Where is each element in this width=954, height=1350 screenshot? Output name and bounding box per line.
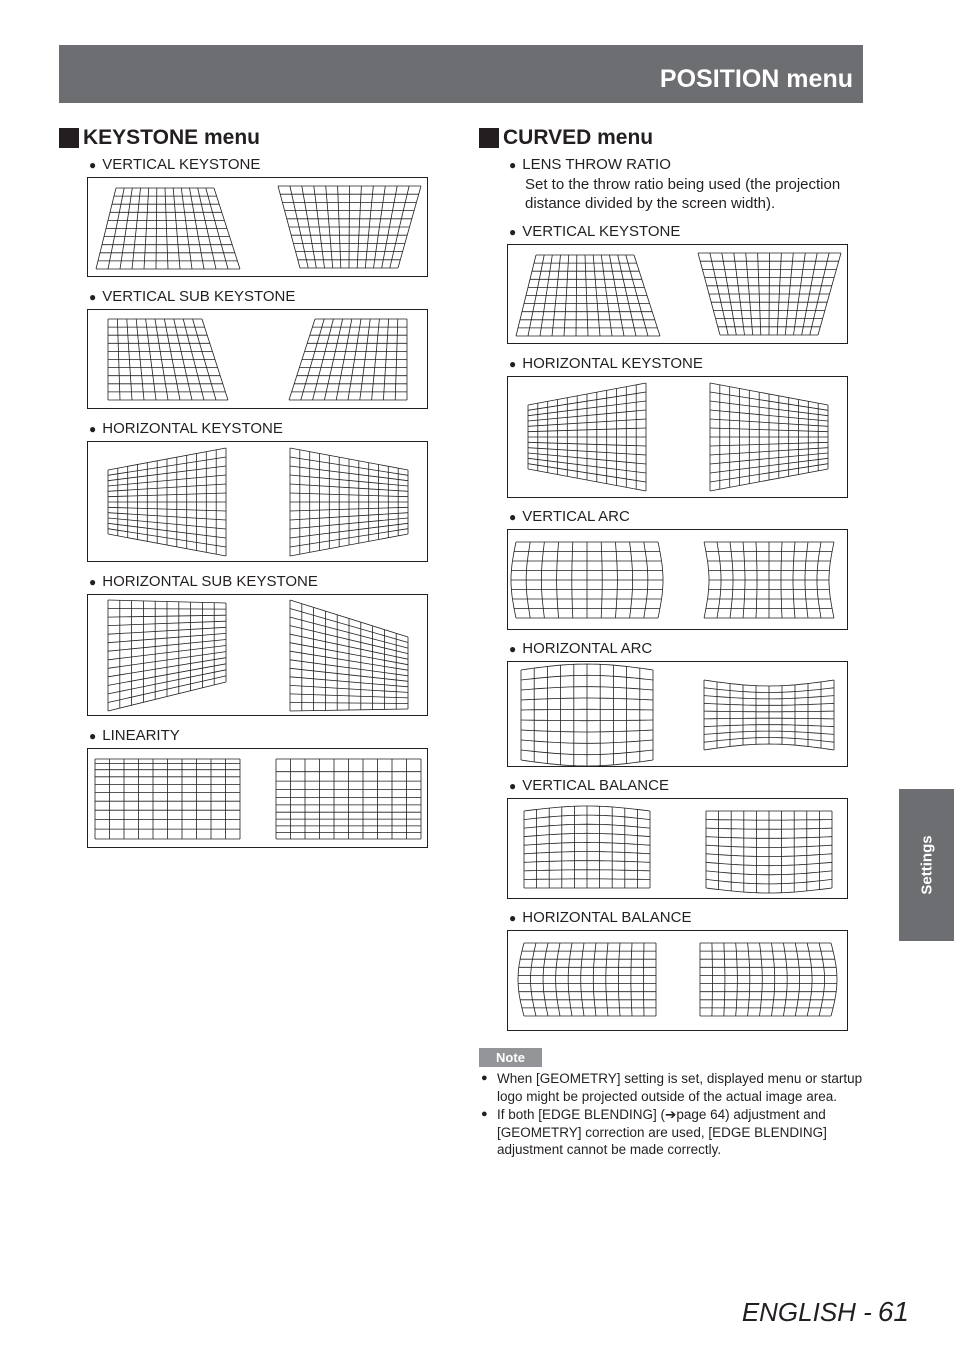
- side-tab-settings[interactable]: [899, 789, 954, 941]
- curved-item-horizontal-arc: [509, 640, 652, 657]
- curved-title-text: CURVED menu: [503, 126, 654, 149]
- bullet-icon: ●: [509, 224, 517, 239]
- page-number: 61: [877, 1296, 909, 1327]
- section-square-icon: [59, 128, 79, 148]
- item-label-text: VERTICAL SUB KEYSTONE: [102, 288, 296, 305]
- item-label-text: HORIZONTAL KEYSTONE: [102, 420, 283, 437]
- bullet-icon: ●: [89, 157, 97, 172]
- grid-line: [518, 943, 524, 1016]
- keystone-item-linearity: [89, 727, 180, 744]
- bullet-icon: ●: [509, 356, 517, 371]
- grid-line: [795, 943, 799, 1016]
- grid-line: [108, 609, 226, 610]
- diagram-curved-horizontal-keystone: [507, 376, 848, 498]
- page-title: POSITION menu: [659, 65, 853, 93]
- grid-line: [819, 943, 824, 1016]
- diagram-vertical-arc: [507, 529, 848, 630]
- diagram-linearity: [87, 748, 428, 848]
- note-item: [481, 1106, 866, 1159]
- bullet-icon: ●: [89, 728, 97, 743]
- header-bar: [59, 45, 863, 103]
- item-label-text: VERTICAL KEYSTONE: [522, 223, 681, 240]
- keystone-section-title: [59, 126, 260, 150]
- bullet-icon: ●: [89, 574, 97, 589]
- grid-line: [543, 943, 548, 1016]
- item-label-text: HORIZONTAL SUB KEYSTONE: [102, 573, 318, 590]
- diagram-horizontal-arc: [507, 661, 848, 767]
- curved-item-vertical-arc: [509, 508, 630, 525]
- grid-line: [831, 943, 837, 1016]
- diagram-horizontal-sub-keystone: [87, 594, 428, 716]
- bullet-icon: ●: [509, 509, 517, 524]
- note-badge: Note: [479, 1048, 542, 1067]
- bullet-icon: ●: [509, 910, 517, 925]
- grid-line: [748, 943, 750, 1016]
- diagram-horizontal-balance: [507, 930, 848, 1031]
- grid-line: [631, 943, 632, 1016]
- bullet-icon: ●: [89, 421, 97, 436]
- keystone-item-horizontal-keystone: [89, 420, 283, 437]
- grid-line: [593, 943, 596, 1016]
- grid-line: [290, 703, 408, 704]
- keystone-title-text: KEYSTONE menu: [83, 126, 260, 149]
- diagram-curved-vertical-keystone: [507, 244, 848, 344]
- item-label-text: VERTICAL BALANCE: [522, 777, 669, 794]
- grid-line: [704, 542, 709, 618]
- grid-line: [760, 943, 763, 1016]
- grid-line: [568, 943, 572, 1016]
- note-list: [481, 1070, 866, 1160]
- bullet-icon: ●: [509, 157, 517, 172]
- curved-item-lens-throw-ratio: [509, 156, 671, 173]
- item-label-text: HORIZONTAL KEYSTONE: [522, 355, 703, 372]
- section-square-icon: [479, 128, 499, 148]
- grid-line: [736, 943, 738, 1016]
- grid-line: [618, 943, 620, 1016]
- grid-line: [712, 943, 713, 1016]
- item-label-text: HORIZONTAL ARC: [522, 640, 653, 657]
- curved-item-horizontal-balance: [509, 909, 691, 926]
- grid-line: [704, 680, 834, 686]
- diagram-vertical-balance: [507, 798, 848, 899]
- note-item: [481, 1070, 866, 1105]
- curved-item-vertical-keystone: [509, 223, 680, 240]
- grid-line: [783, 943, 787, 1016]
- bullet-icon: ●: [481, 1108, 488, 1120]
- item-label-text: LENS THROW RATIO: [522, 156, 671, 173]
- grid-line: [581, 943, 584, 1016]
- item-label-text: LINEARITY: [102, 727, 180, 744]
- page-footer: [742, 1296, 909, 1328]
- note-text: If both [EDGE BLENDING] (➔page 64) adjustment and [GEOMETRY] correction are used, [EDGE BLENDING] adjustment cannot be made correctly.: [497, 1107, 827, 1157]
- bullet-icon: ●: [481, 1072, 488, 1084]
- description-line: distance divided by the screen width).: [525, 195, 776, 212]
- diagram-horizontal-keystone: [87, 441, 428, 562]
- bullet-icon: ●: [509, 778, 517, 793]
- description-line: Set to the throw ratio being used (the projection: [525, 176, 841, 193]
- bullet-icon: ●: [89, 289, 97, 304]
- item-label-text: VERTICAL ARC: [522, 508, 630, 525]
- grid-line: [644, 943, 645, 1016]
- item-label-text: HORIZONTAL BALANCE: [522, 909, 692, 926]
- grid-line: [724, 943, 725, 1016]
- curved-section-title: [479, 126, 653, 150]
- grid-line: [531, 943, 537, 1016]
- curved-item-horizontal-keystone: [509, 355, 703, 372]
- grid-line: [807, 943, 812, 1016]
- keystone-item-vertical-sub-keystone: [89, 288, 295, 305]
- diagram-vertical-sub-keystone: [87, 309, 428, 409]
- bullet-icon: ●: [509, 641, 517, 656]
- footer-language: ENGLISH -: [741, 1297, 872, 1327]
- side-tab-label: Settings: [918, 835, 935, 895]
- item-label-text: VERTICAL KEYSTONE: [102, 156, 261, 173]
- keystone-item-horizontal-sub-keystone: [89, 573, 318, 590]
- grid-line: [556, 943, 560, 1016]
- keystone-item-vertical-keystone: [89, 156, 260, 173]
- grid-line: [829, 542, 834, 618]
- grid-line: [772, 943, 775, 1016]
- note-text: When [GEOMETRY] setting is set, displayed menu or startup logo might be projected outside of the actual image area.: [497, 1071, 863, 1104]
- diagram-vertical-keystone: [87, 177, 428, 277]
- lens-throw-ratio-description: [525, 175, 870, 213]
- grid-line: [606, 943, 608, 1016]
- grid-line: [704, 744, 834, 750]
- curved-item-vertical-balance: [509, 777, 669, 794]
